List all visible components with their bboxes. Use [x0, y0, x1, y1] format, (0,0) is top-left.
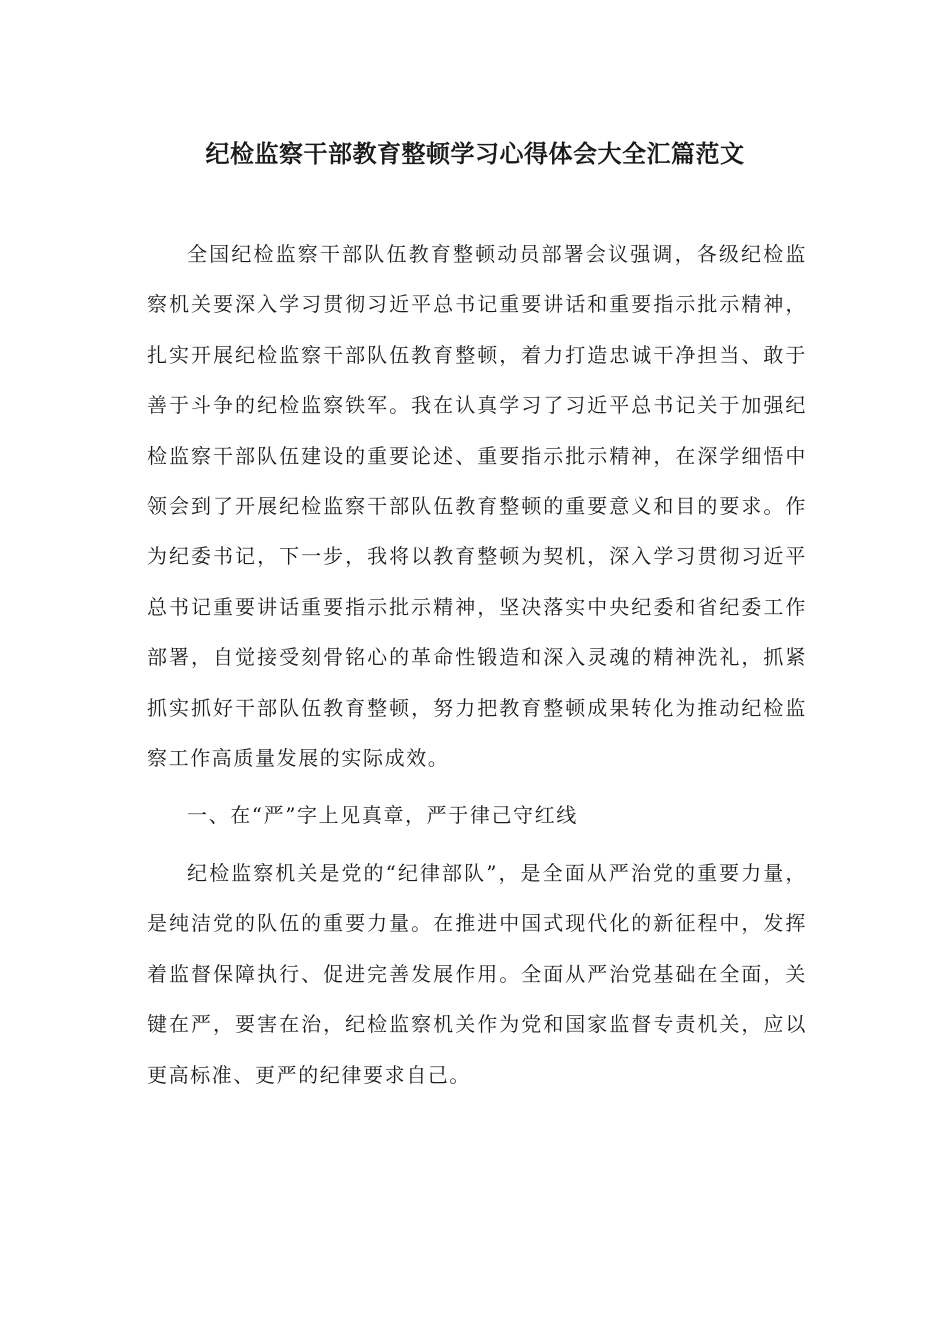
- section-paragraph: 纪检监察机关是党的“纪律部队”，是全面从严治党的重要力量，是纯洁党的队伍的重要力量。在推进中国式现代化的新征程中，发挥着监督保障执行、促进完善发展作用。全面从严治党基础在全面，关键在严，要害在治，纪检监察机关作为党和国家监督专责机关，应以更高标准、更严的纪律要求自己。: [147, 860, 807, 1087]
- document-title: 纪检监察干部教育整顿学习心得体会大全汇篇范文: [205, 140, 745, 168]
- document-body: [147, 229, 807, 1100]
- section-heading: 一、在“严”字上见真章，严于律己守红线: [187, 803, 578, 828]
- intro-paragraph: 全国纪检监察干部队伍教育整顿动员部署会议强调，各级纪检监察机关要深入学习贯彻习近平总书记重要讲话和重要指示批示精神，扎实开展纪检监察干部队伍教育整顿，着力打造忠诚干净担当、敢于善于斗争的纪检监察铁军。我在认真学习了习近平总书记关于加强纪检监察干部队伍建设的重要论述、重要指示批示精神，在深学细悟中领会到了开展纪检监察干部队伍教育整顿的重要意义和目的要求。作为纪委书记，下一步，我将以教育整顿为契机，深入学习贯彻习近平总书记重要讲话重要指示批示精神，坚决落实中央纪委和省纪委工作部署，自觉接受刻骨铭心的革命性锻造和深入灵魂的精神洗礼，抓紧抓实抓好干部队伍教育整顿，努力把教育整顿成果转化为推动纪检监察工作高质量发展的实际成效。: [147, 242, 807, 771]
